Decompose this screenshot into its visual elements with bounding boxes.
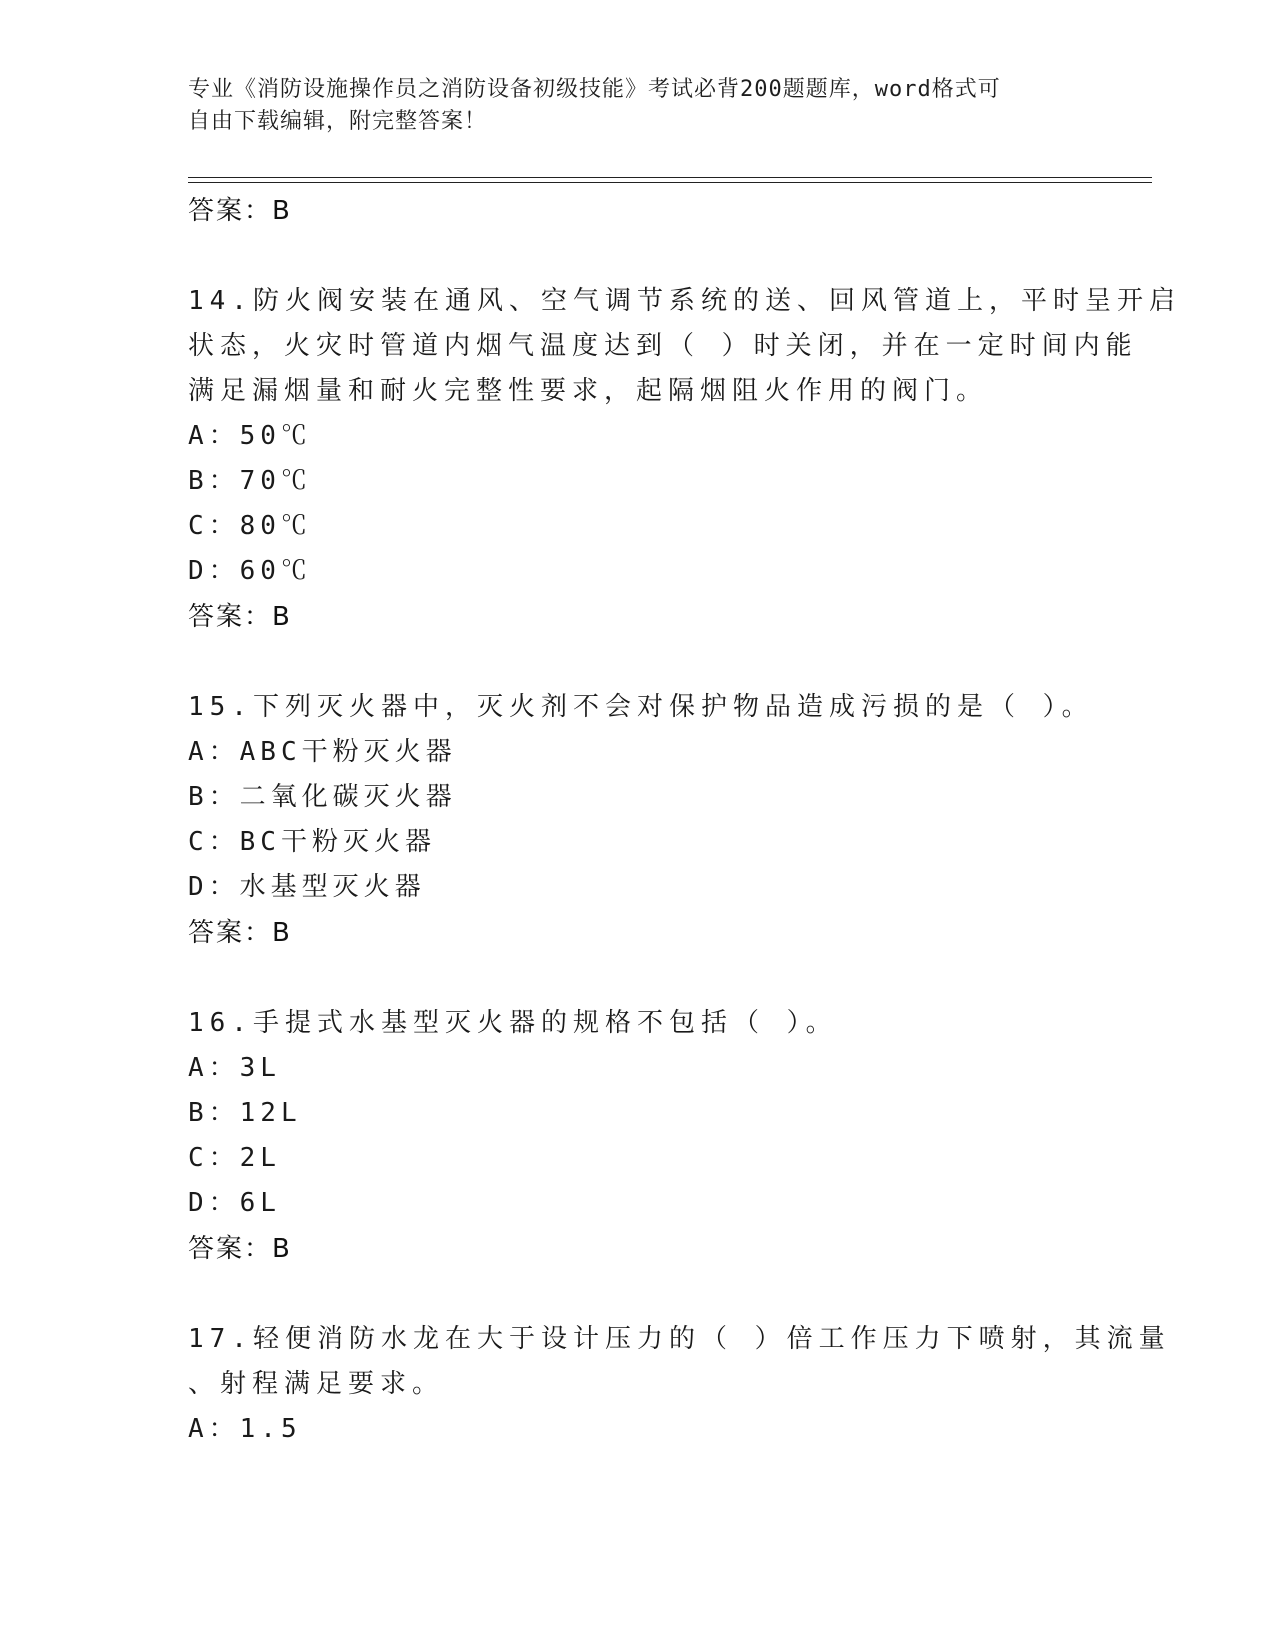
question-line: 状态，火灾时管道内烟气温度达到（ ）时关闭，并在一定时间内能 xyxy=(188,331,1138,361)
question-line: 17.轻便消防水龙在大于设计压力的（ ）倍工作压力下喷射，其流量 xyxy=(188,1324,1171,1354)
option-b: B：70℃ xyxy=(188,466,312,496)
question-line: 16.手提式水基型灭火器的规格不包括（ ）。 xyxy=(188,1008,838,1038)
header-line-1: 专业《消防设施操作员之消防设备初级技能》考试必背200题题库，word格式可 xyxy=(188,77,1001,102)
question-block xyxy=(188,279,1181,640)
option-c: C：BC干粉灭火器 xyxy=(188,827,436,857)
question-line: 满足漏烟量和耐火完整性要求，起隔烟阻火作用的阀门。 xyxy=(188,376,989,406)
option-d: D：6L xyxy=(188,1188,281,1218)
header-line-2: 自由下载编辑，附完整答案！ xyxy=(188,109,488,134)
header-rule-top xyxy=(188,177,1152,178)
spacer xyxy=(188,234,1088,279)
option-d: D：水基型灭火器 xyxy=(188,872,426,902)
option-d: D：60℃ xyxy=(188,556,312,586)
question-block xyxy=(188,1317,1171,1452)
option-c: C：2L xyxy=(188,1143,281,1173)
question-text xyxy=(188,1001,1088,1046)
question-block xyxy=(188,1001,1088,1272)
document-header xyxy=(188,74,1068,138)
question-text xyxy=(188,685,1094,730)
answer-line: 答案：B xyxy=(188,918,292,948)
spacer xyxy=(188,956,1088,1001)
answer-line: 答案：B xyxy=(188,1234,292,1264)
option-a: A：ABC干粉灭火器 xyxy=(188,737,457,767)
option-a: A：50℃ xyxy=(188,421,312,451)
question-line: 14.防火阀安装在通风、空气调节系统的送、回风管道上，平时呈开启 xyxy=(188,286,1181,316)
header-rule-bottom xyxy=(188,182,1152,183)
question-block xyxy=(188,685,1094,956)
question-text xyxy=(188,279,1181,414)
option-a: A：1.5 xyxy=(188,1414,302,1444)
answer-line: 答案：B xyxy=(188,602,292,632)
spacer xyxy=(188,640,1088,685)
option-b: B：12L xyxy=(188,1098,302,1128)
question-list xyxy=(188,188,1181,1452)
answer-line: 答案：B xyxy=(188,196,292,226)
question-line: 15.下列灭火器中，灭火剂不会对保护物品造成污损的是（ ）。 xyxy=(188,692,1094,722)
spacer xyxy=(188,1272,1088,1317)
question-text xyxy=(188,1317,1171,1407)
option-b: B：二氧化碳灭火器 xyxy=(188,782,457,812)
question-line: 、射程满足要求。 xyxy=(188,1369,445,1399)
option-c: C：80℃ xyxy=(188,511,312,541)
option-a: A：3L xyxy=(188,1053,281,1083)
